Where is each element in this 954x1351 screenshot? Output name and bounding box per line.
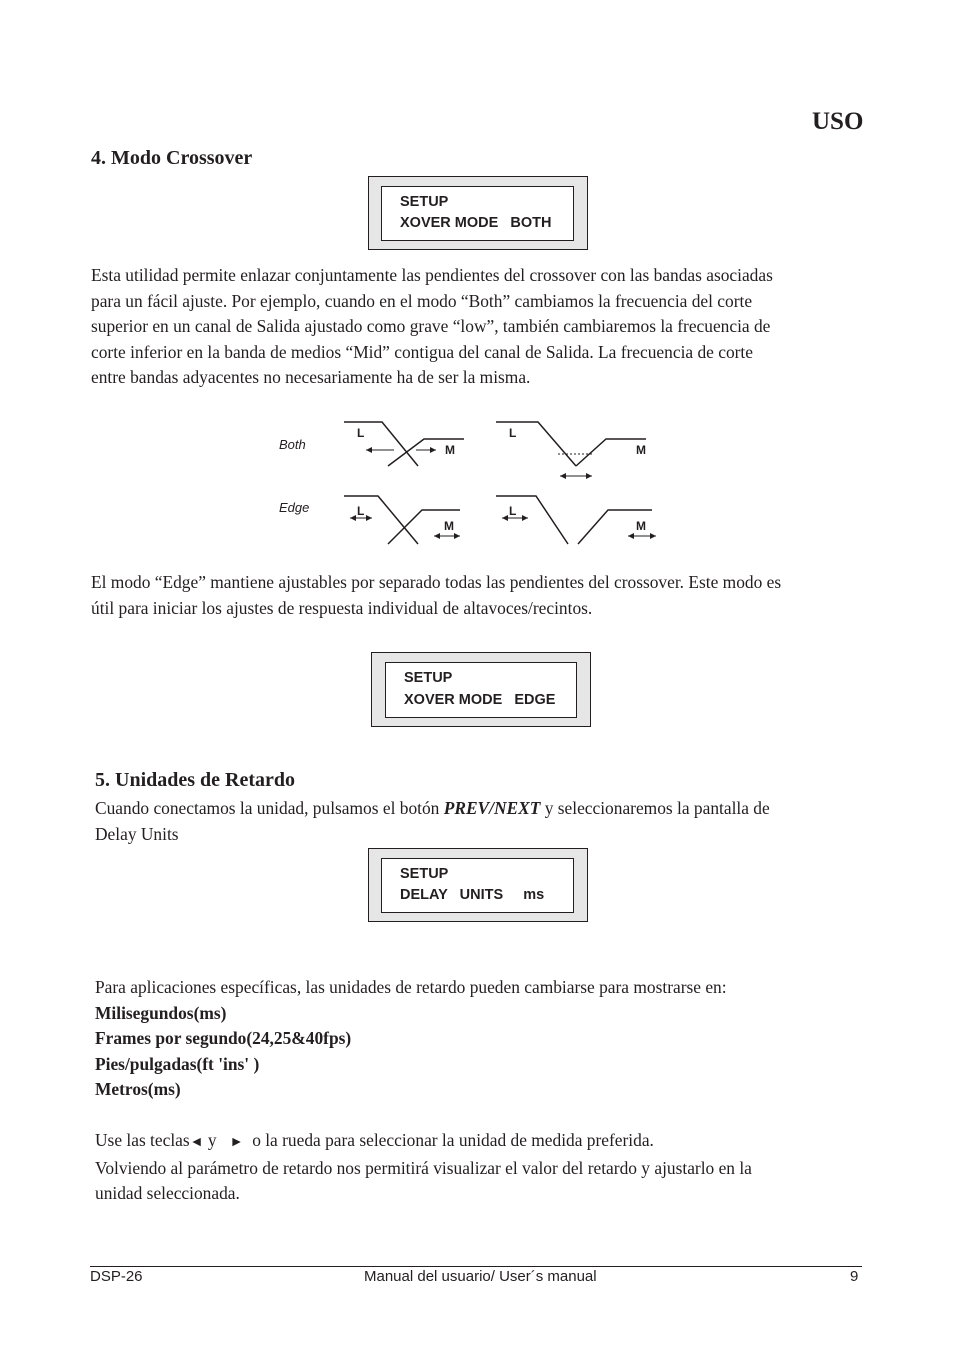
text-line: superior en un canal de Salida ajustado como grave “low”, también cambiaremos la frecuencia de [91, 316, 771, 336]
arrowhead-icon [350, 515, 356, 521]
label-l: L [509, 426, 517, 440]
crossover-diagram [270, 412, 670, 552]
label-l: L [357, 426, 365, 440]
low-slope-line [496, 422, 576, 466]
edge-description [91, 570, 871, 621]
section-5-title: 5. Unidades de Retardo [95, 769, 296, 791]
label-l: L [509, 504, 517, 518]
right-arrow-icon: ► [229, 1135, 244, 1150]
text-line: Delay Units [95, 823, 179, 844]
left-arrow-icon: ◄ [189, 1135, 204, 1150]
unit-item: Frames por segundo(24,25&40fps) [95, 1028, 352, 1048]
delay-units-list [95, 975, 875, 1103]
unit-item: Metros(ms) [95, 1079, 181, 1099]
footer-model: DSP-26 [90, 1268, 143, 1285]
text-line: Cuando conectamos la unidad, pulsamos el botón PREV/NEXT y seleccionaremos la pantalla de [95, 798, 770, 818]
delay-instructions [95, 1128, 875, 1207]
low-slope-line [344, 422, 418, 466]
text-line: corte inferior en la banda de medios “Mid” contigua del canal de Salida. La frecuencia de corte [91, 341, 753, 362]
label-m: M [444, 519, 454, 533]
label-m: M [636, 519, 646, 533]
arrowhead-icon [560, 473, 566, 479]
prev-next-button-label: PREV/NEXT [443, 798, 541, 818]
lcd-display-both [368, 176, 588, 250]
text-line: El modo “Edge” mantiene ajustables por separado todas las pendientes del crossover. Este modo es [91, 572, 782, 592]
unit-item: Milisegundos(ms) [95, 1002, 227, 1023]
text-line: Esta utilidad permite enlazar conjuntamente las pendientes del crossover con las bandas asociadas [91, 265, 773, 285]
lcd-line-2: XOVER MODE BOTH [400, 215, 552, 231]
lcd-line-2: DELAY UNITS ms [400, 887, 545, 903]
text-line: útil para iniciar los ajustes de respuesta individual de altavoces/recintos. [91, 597, 593, 618]
arrowhead-icon [502, 515, 508, 521]
arrowhead-icon [586, 473, 592, 479]
delay-intro [95, 796, 875, 847]
footer-divider [90, 1266, 862, 1267]
text-line: Para aplicaciones específicas, las unidades de retardo pueden cambiarse para mostrarse en: [95, 977, 727, 997]
text-line: para un fácil ajuste. Por ejemplo, cuando en el modo “Both” cambiamos la frecuencia del corte [91, 290, 753, 311]
unit-item: Pies/pulgadas(ft 'ins' ) [95, 1053, 260, 1074]
section-tag: USO [812, 108, 864, 135]
arrowhead-icon [628, 533, 634, 539]
text-line: Volviendo al parámetro de retardo nos permitirá visualizar el valor del retardo y ajustarlo en la [95, 1157, 752, 1178]
row-label-edge: Edge [279, 500, 310, 515]
lcd-display-edge [371, 652, 591, 727]
text-line: unidad seleccionada. [95, 1183, 240, 1203]
lcd-line-1: SETUP [404, 670, 453, 686]
arrowhead-icon [430, 447, 436, 453]
text-line: Use las teclas◄ y ► o la rueda para seleccionar la unidad de medida preferida. [95, 1130, 654, 1150]
crossover-description [91, 263, 871, 391]
arrowhead-icon [650, 533, 656, 539]
label-l: L [357, 504, 365, 518]
label-m: M [636, 443, 646, 457]
label-m: M [445, 443, 455, 457]
arrowhead-icon [366, 515, 372, 521]
footer-manual-title: Manual del usuario/ User´s manual [364, 1268, 597, 1285]
arrowhead-icon [366, 447, 372, 453]
arrowhead-icon [522, 515, 528, 521]
lcd-line-2: XOVER MODE EDGE [404, 692, 556, 708]
text-line: entre bandas adyacentes no necesariamente ha de ser la misma. [91, 367, 531, 387]
lcd-line-1: SETUP [400, 866, 449, 882]
lcd-display-delay [368, 848, 588, 922]
row-label-both: Both [279, 437, 306, 452]
footer-page-number: 9 [850, 1268, 859, 1285]
arrowhead-icon [434, 533, 440, 539]
arrowhead-icon [454, 533, 460, 539]
lcd-line-1: SETUP [400, 194, 449, 210]
section-4-title: 4. Modo Crossover [91, 147, 253, 169]
